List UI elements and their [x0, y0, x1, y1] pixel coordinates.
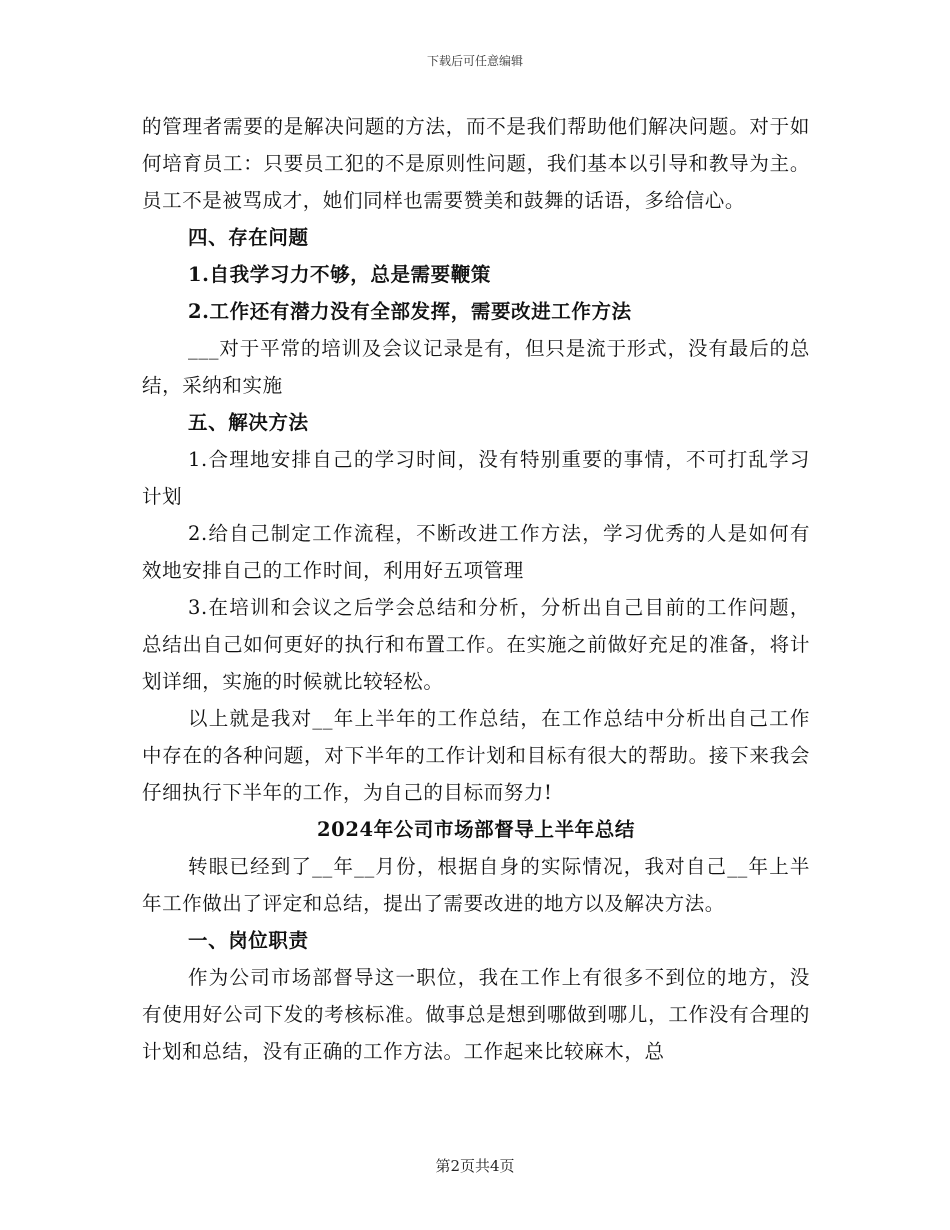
- page-footer: 第2页共4页: [435, 1157, 515, 1175]
- paragraph: 以上就是我对__年上半年的工作总结，在工作总结中分析出自己工作中存在的各种问题，对下半年的工作计划和目标有很大的帮助。接下来我会仔细执行下半年的工作，为自己的目标而努力!: [142, 707, 810, 804]
- page-header: 下载后可任意编辑: [426, 54, 523, 68]
- list-item: 2.给自己制定工作流程，不断改进工作方法，学习优秀的人是如何有效地安排自己的工作时间，利用好五项管理: [142, 522, 810, 582]
- document-body: [142, 108, 810, 1070]
- paragraph: 的管理者需要的是解决问题的方法，而不是我们帮助他们解决问题。对于如何培育员工：只要员工犯的不是原则性问题，我们基本以引导和教导为主。员工不是被骂成才，她们同样也需要赞美和鼓舞的话语，多给信心。: [142, 115, 810, 212]
- document-title: 2024年公司市场部督导上半年总结: [317, 818, 635, 841]
- paragraph: 转眼已经到了__年__月份，根据自身的实际情况，我对自己__年上半年工作做出了评定和总结，提出了需要改进的地方以及解决方法。: [142, 855, 810, 915]
- section-heading: 一、岗位职责: [188, 929, 309, 952]
- section-heading: 五、解决方法: [188, 411, 309, 434]
- list-item: 1.合理地安排自己的学习时间，没有特别重要的事情，不可打乱学习计划: [142, 448, 810, 508]
- list-item: 2.工作还有潜力没有全部发挥，需要改进工作方法: [188, 300, 632, 323]
- paragraph: 作为公司市场部督导这一职位，我在工作上有很多不到位的地方，没有使用好公司下发的考核标准。做事总是想到哪做到哪儿，工作没有合理的计划和总结，没有正确的工作方法。工作起来比较麻木，总: [142, 966, 810, 1063]
- paragraph: ___对于平常的培训及会议记录是有，但只是流于形式，没有最后的总结，采纳和实施: [142, 337, 810, 397]
- section-heading: 四、存在问题: [188, 226, 309, 249]
- list-item: 3.在培训和会议之后学会总结和分析，分析出自己目前的工作问题，总结出自己如何更好的执行和布置工作。在实施之前做好充足的准备，将计划详细，实施的时候就比较轻松。: [142, 596, 810, 693]
- list-item: 1.自我学习力不够，总是需要鞭策: [188, 263, 491, 286]
